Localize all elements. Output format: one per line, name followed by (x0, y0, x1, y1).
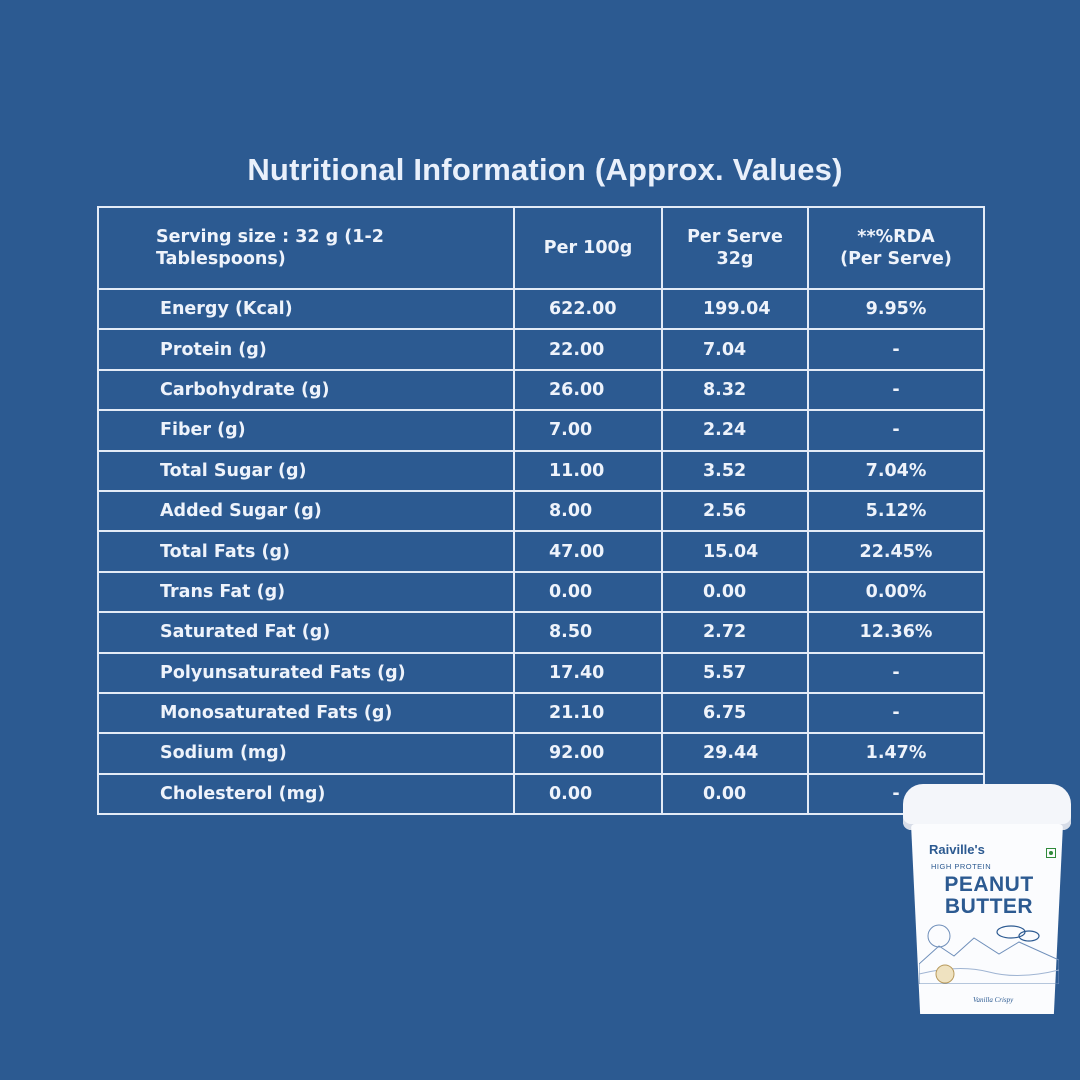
per-serve-value: 0.00 (662, 774, 808, 814)
per-serve-header-line2: 32g (716, 249, 754, 269)
rda-value: 9.95% (808, 289, 984, 329)
jar-flavor: Vanilla Crispy (973, 996, 1014, 1004)
per-serve-value: 6.75 (662, 693, 808, 733)
jar-product-line1: PEANUT (944, 873, 1034, 896)
rda-value: 0.00% (808, 572, 984, 612)
per-100g-value: 22.00 (514, 329, 662, 369)
rda-header (808, 207, 984, 289)
serving-size-header: Serving size : 32 g (1-2 Tablespoons) (98, 207, 514, 289)
table-header-row (98, 207, 984, 289)
veg-mark-icon (1046, 848, 1056, 858)
table-row (98, 612, 984, 652)
rda-value: - (808, 653, 984, 693)
nutrient-name: Cholesterol (mg) (98, 774, 514, 814)
per-100g-header: Per 100g (514, 207, 662, 289)
rda-value: - (808, 410, 984, 450)
rda-value: - (808, 329, 984, 369)
nutrient-name: Trans Fat (g) (98, 572, 514, 612)
per-serve-header (662, 207, 808, 289)
table-row (98, 653, 984, 693)
table-row (98, 289, 984, 329)
jar-lid (903, 784, 1071, 830)
per-serve-value: 8.32 (662, 370, 808, 410)
per-serve-value: 29.44 (662, 733, 808, 773)
per-serve-value: 3.52 (662, 451, 808, 491)
per-100g-value: 11.00 (514, 451, 662, 491)
per-serve-header-line1: Per Serve (687, 227, 783, 247)
per-100g-value: 8.00 (514, 491, 662, 531)
per-100g-value: 622.00 (514, 289, 662, 329)
per-serve-value: 0.00 (662, 572, 808, 612)
table-row (98, 410, 984, 450)
nutrient-name: Protein (g) (98, 329, 514, 369)
peanut-butter-jar-image (903, 784, 1071, 1014)
per-serve-value: 2.24 (662, 410, 808, 450)
per-serve-value: 5.57 (662, 653, 808, 693)
per-100g-value: 92.00 (514, 733, 662, 773)
jar-brand: Raiville's (929, 842, 985, 857)
rda-value: - (808, 693, 984, 733)
jar-subtitle: HIGH PROTEIN (931, 862, 992, 871)
per-100g-value: 17.40 (514, 653, 662, 693)
rda-value: 12.36% (808, 612, 984, 652)
per-100g-value: 0.00 (514, 774, 662, 814)
per-100g-value: 7.00 (514, 410, 662, 450)
nutrient-name: Carbohydrate (g) (98, 370, 514, 410)
table-row (98, 733, 984, 773)
per-100g-value: 21.10 (514, 693, 662, 733)
jar-product-name (929, 874, 1049, 918)
per-serve-value: 2.56 (662, 491, 808, 531)
per-serve-value: 15.04 (662, 531, 808, 571)
table-row (98, 491, 984, 531)
per-serve-value: 199.04 (662, 289, 808, 329)
per-serve-value: 2.72 (662, 612, 808, 652)
per-serve-value: 7.04 (662, 329, 808, 369)
table-row (98, 370, 984, 410)
rda-value: 5.12% (808, 491, 984, 531)
table-row (98, 774, 984, 814)
rda-value: 22.45% (808, 531, 984, 571)
rda-value: - (808, 370, 984, 410)
rda-header-line1: **%RDA (857, 227, 935, 247)
rda-header-line2: (Per Serve) (840, 249, 952, 269)
per-100g-value: 0.00 (514, 572, 662, 612)
nutrient-name: Sodium (mg) (98, 733, 514, 773)
nutrition-table (97, 206, 985, 815)
per-100g-value: 8.50 (514, 612, 662, 652)
rda-value: - (808, 774, 984, 814)
table-row (98, 693, 984, 733)
nutrient-name: Polyunsaturated Fats (g) (98, 653, 514, 693)
nutrient-name: Saturated Fat (g) (98, 612, 514, 652)
nutrient-name: Monosaturated Fats (g) (98, 693, 514, 733)
nutrient-name: Energy (Kcal) (98, 289, 514, 329)
rda-value: 7.04% (808, 451, 984, 491)
rda-value: 1.47% (808, 733, 984, 773)
nutrient-name: Total Sugar (g) (98, 451, 514, 491)
per-100g-value: 26.00 (514, 370, 662, 410)
table-row (98, 572, 984, 612)
nutrient-name: Total Fats (g) (98, 531, 514, 571)
per-100g-value: 47.00 (514, 531, 662, 571)
page-title: Nutritional Information (Approx. Values) (247, 152, 843, 187)
jar-product-line2: BUTTER (944, 895, 1034, 918)
jar-illustration-icon (919, 924, 1059, 984)
table-row (98, 531, 984, 571)
nutrient-name: Fiber (g) (98, 410, 514, 450)
table-row (98, 451, 984, 491)
nutrient-name: Added Sugar (g) (98, 491, 514, 531)
table-row (98, 329, 984, 369)
